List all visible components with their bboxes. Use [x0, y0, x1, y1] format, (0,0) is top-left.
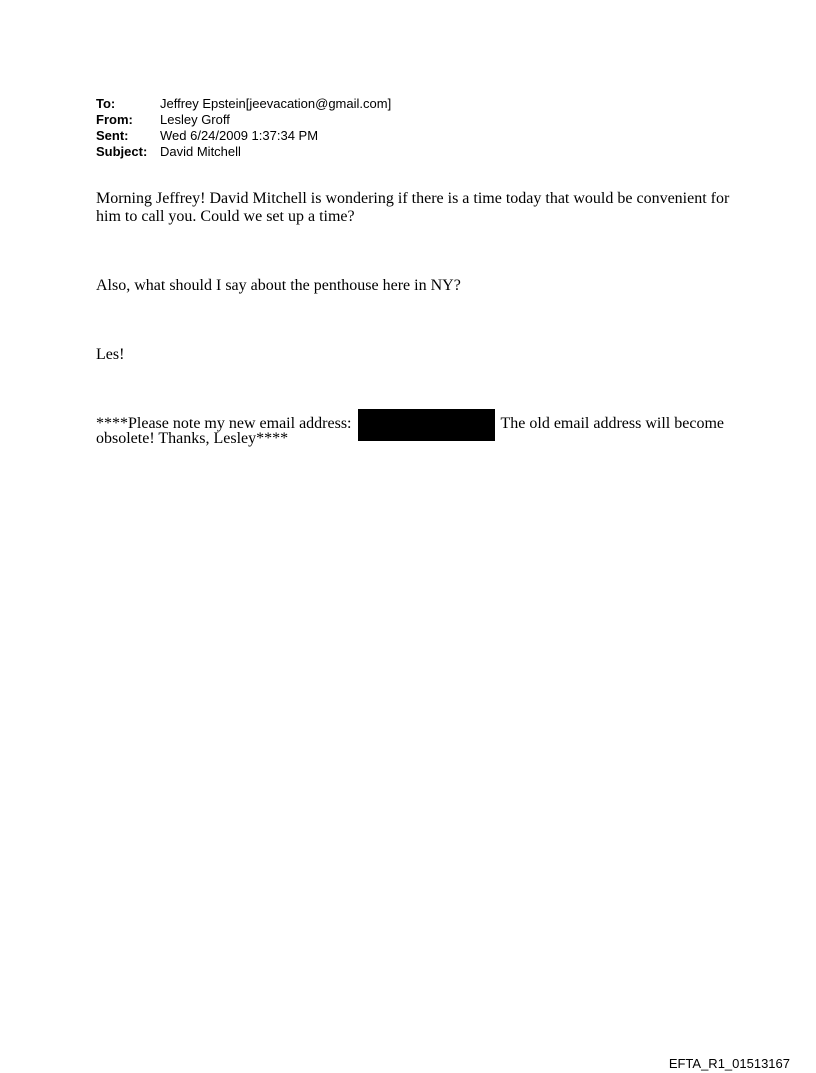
sent-label: Sent:	[96, 128, 129, 143]
notice-text-middle: The old email address will become	[500, 415, 724, 432]
sent-value: Wed 6/24/2009 1:37:34 PM	[160, 128, 319, 143]
bates-number: EFTA_R1_01513167	[668, 1056, 790, 1071]
to-row	[96, 96, 391, 112]
body-paragraph-1: Morning Jeffrey! David Mitchell is wondering if there is a time today that would be convenient for him to call you. Could we set up a time?	[96, 190, 730, 225]
signoff: Les!	[96, 346, 125, 363]
to-value: Jeffrey Epstein[jeevacation@gmail.com]	[160, 96, 392, 111]
redaction-box	[358, 409, 495, 441]
from-value: Lesley Groff	[160, 112, 230, 127]
body-paragraph-2: Also, what should I say about the penthouse here in NY?	[96, 277, 461, 294]
notice-text-end: obsolete! Thanks, Lesley****	[96, 430, 289, 447]
subject-label: Subject:	[96, 144, 148, 159]
subject-row	[96, 144, 391, 160]
sent-row	[96, 128, 391, 144]
subject-value: David Mitchell	[160, 144, 241, 159]
from-row	[96, 112, 391, 128]
email-header	[96, 96, 391, 160]
email-notice	[96, 415, 756, 447]
from-label: From:	[96, 112, 133, 127]
to-label: To:	[96, 96, 116, 111]
notice-text-start: ****Please note my new email address:	[96, 415, 352, 432]
